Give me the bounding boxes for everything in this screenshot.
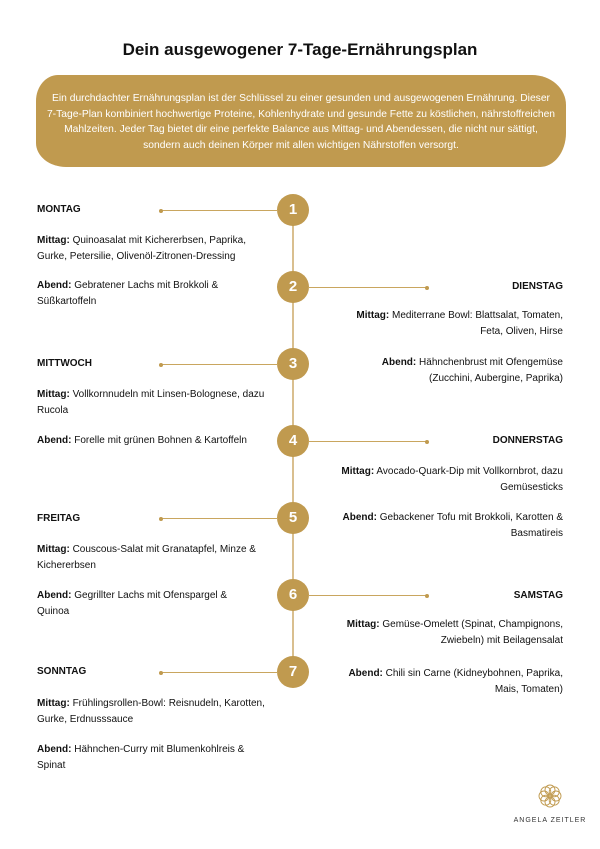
day-title-dienstag: DIENSTAG — [512, 281, 563, 292]
day-number-2: 2 — [277, 271, 309, 303]
day-number-7: 7 — [277, 656, 309, 688]
day-number-6: 6 — [277, 579, 309, 611]
meal-lunch-freitag: Mittag: Couscous-Salat mit Granatapfel, Minze & Kichererbsen — [37, 544, 256, 571]
day-title-samstag: SAMSTAG — [513, 590, 563, 601]
meal-dinner-mittwoch: Abend: Forelle mit grünen Bohnen & Kartoffeln — [37, 435, 247, 446]
flower-ornament-icon — [536, 782, 564, 810]
meal-lunch-samstag: Mittag: Gemüse-Omelett (Spinat, Champignons, Zwiebeln) mit Beilagensalat — [346, 619, 563, 646]
meal-lunch-montag: Mittag: Quinoasalat mit Kichererbsen, Paprika, Gurke, Petersilie, Olivenöl-Zitronen-Dressing — [37, 235, 246, 262]
brand-logo — [510, 782, 590, 824]
day-number-4: 4 — [277, 425, 309, 457]
day-title-donnerstag: DONNERSTAG — [492, 435, 563, 446]
meal-lunch-mittwoch: Mittag: Vollkornnudeln mit Linsen-Bolognese, dazu Rucola — [37, 389, 265, 416]
meal-dinner-samstag: Abend: Chili sin Carne (Kidneybohnen, Paprika, Mais, Tomaten) — [348, 668, 563, 695]
meal-dinner-dienstag: Abend: Hähnchenbrust mit Ofengemüse (Zucchini, Aubergine, Paprika) — [381, 357, 563, 384]
day-title-freitag: FREITAG — [37, 513, 81, 524]
meal-dinner-freitag: Abend: Gegrillter Lachs mit Ofenspargel & Quinoa — [37, 590, 228, 617]
day-title-sonntag: SONNTAG — [37, 666, 87, 677]
meal-dinner-donnerstag: Abend: Gebackener Tofu mit Brokkoli, Karotten & Basmatireis — [342, 512, 563, 539]
day-number-1: 1 — [277, 194, 309, 226]
meal-lunch-sonntag: Mittag: Frühlingsrollen-Bowl: Reisnudeln, Karotten, Gurke, Erdnusssauce — [37, 698, 265, 725]
brand-name: ANGELA ZEITLER — [513, 817, 587, 824]
meal-lunch-dienstag: Mittag: Mediterrane Bowl: Blattsalat, Tomaten, Feta, Oliven, Hirse — [356, 310, 563, 337]
day-title-mittwoch: MITTWOCH — [37, 358, 92, 369]
page-title: Dein ausgewogener 7-Tage-Ernährungsplan — [122, 40, 478, 59]
intro-box — [36, 75, 566, 167]
day-number-3: 3 — [277, 348, 309, 380]
day-title-montag: MONTAG — [37, 204, 81, 215]
meal-dinner-sonntag: Abend: Hähnchen-Curry mit Blumenkohlreis & Spinat — [37, 744, 245, 771]
intro-text: Ein durchdachter Ernährungsplan ist der Schlüssel zu einer gesunden und ausgewogenen Ernährung. Dieser 7-Tage-Plan kombiniert hochwertige Proteine, Kohlenhydrate und gesunde Fette zu köstlichen, nährstoffreichen Mahlzeiten. Jeder Tag bietet dir eine perfekte Balance aus Mittag- und Abendessen, die nicht nur sättigt, sondern auch deinen Körper mit allen wichtigen Nährstoffen versorgt. — [46, 93, 556, 151]
meal-lunch-donnerstag: Mittag: Avocado-Quark-Dip mit Vollkornbrot, dazu Gemüsesticks — [341, 466, 563, 493]
day-number-5: 5 — [277, 502, 309, 534]
meal-dinner-montag: Abend: Gebratener Lachs mit Brokkoli & Süßkartoffeln — [37, 280, 219, 307]
